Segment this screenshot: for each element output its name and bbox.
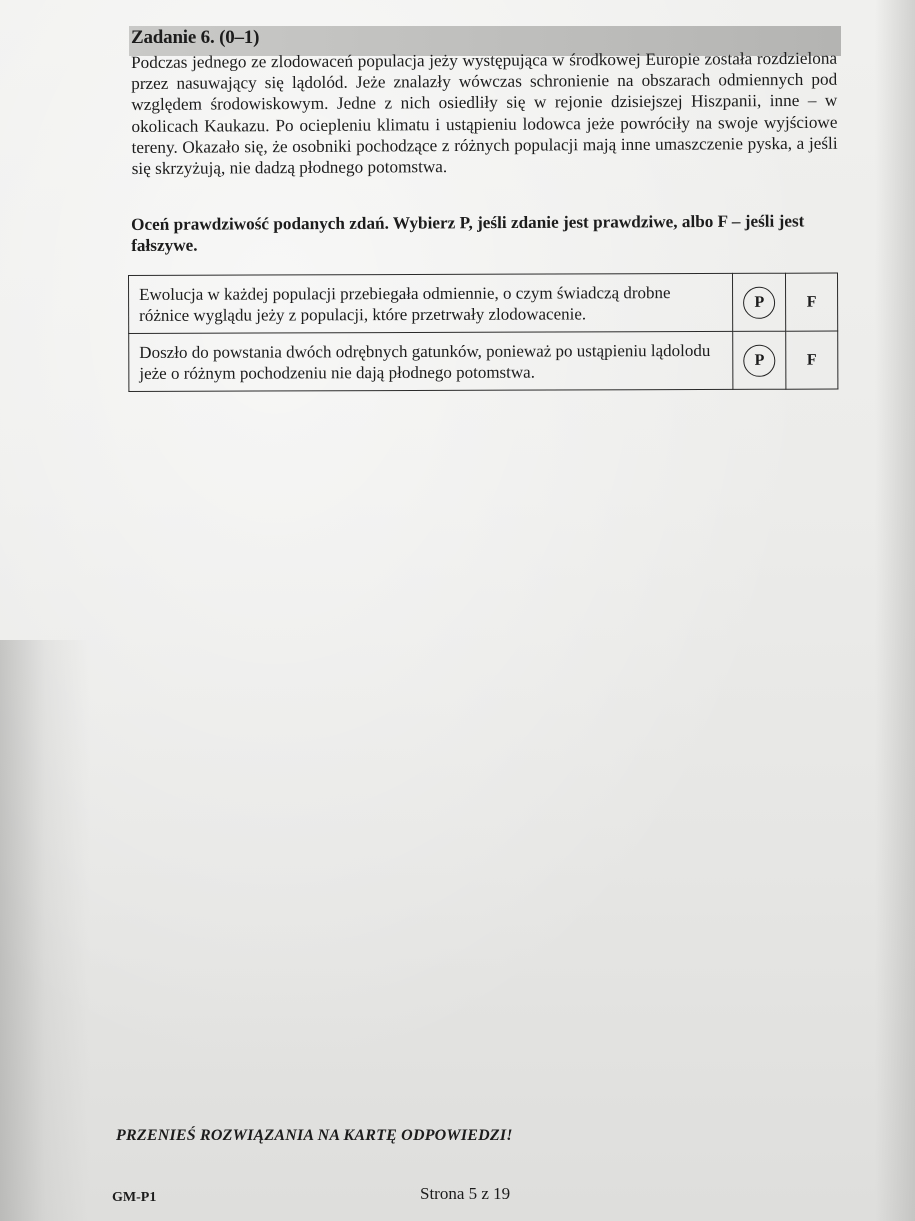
statement-text: Doszło do powstania dwóch odrębnych gatunków, ponieważ po ustąpieniu lądolodu jeże o różnym pochodzeniu nie dają płodnego potomstwa. bbox=[129, 331, 734, 391]
option-f[interactable]: F bbox=[806, 351, 817, 369]
task-title: Zadanie 6. (0–1) bbox=[131, 27, 260, 48]
page-shadow-right bbox=[875, 0, 915, 1221]
statement-row bbox=[129, 331, 838, 391]
page-number: Strona 5 z 19 bbox=[420, 1184, 511, 1203]
option-p-cell[interactable] bbox=[733, 273, 786, 331]
statement-text: Ewolucja w każdej populacji przebiegała odmiennie, o czym świadczą drobne różnice wyglądu jeży z populacji, które przetrwały zlodowacenie. bbox=[129, 273, 734, 333]
option-p-circled[interactable]: P bbox=[743, 344, 775, 376]
page-shadow-left bbox=[0, 640, 90, 1221]
true-false-table bbox=[128, 273, 838, 392]
statement-row bbox=[129, 273, 838, 333]
option-p-cell[interactable] bbox=[733, 331, 786, 389]
option-p-circled[interactable]: P bbox=[743, 286, 775, 318]
option-f-cell[interactable] bbox=[786, 331, 838, 389]
task-intro-text: Podczas jednego ze zlodowaceń populacja jeży występująca w środkowej Europie została rozdzielona przez nasuwający się lądolód. Jeże znalazły wówczas schronienie na obszarach odmiennych pod względem środowiskowym. Jedne z nich osiedliły się w rejonie dzisiejszej Hiszpanii, inne – w okolicach Kaukazu. Po ociepleniu klimatu i ustąpieniu lodowca jeże powróciły na swoje wyjściowe tereny. Okazało się, że osobniki pochodzące z różnych populacji mają inne umaszczenie pyska, a jeśli się skrzyżują, nie dadzą płodnego potomstwa. bbox=[131, 48, 838, 179]
option-f[interactable]: F bbox=[806, 293, 817, 311]
exam-code: GM-P1 bbox=[112, 1190, 157, 1205]
option-f-cell[interactable] bbox=[785, 273, 837, 331]
transfer-answers-note: PRZENIEŚ ROZWIĄZANIA NA KARTĘ ODPOWIEDZI! bbox=[116, 1127, 513, 1144]
task-instruction: Oceń prawdziwość podanych zdań. Wybierz P, jeśli zdanie jest prawdziwe, albo F – jeśli jest fałszywe. bbox=[131, 211, 805, 255]
